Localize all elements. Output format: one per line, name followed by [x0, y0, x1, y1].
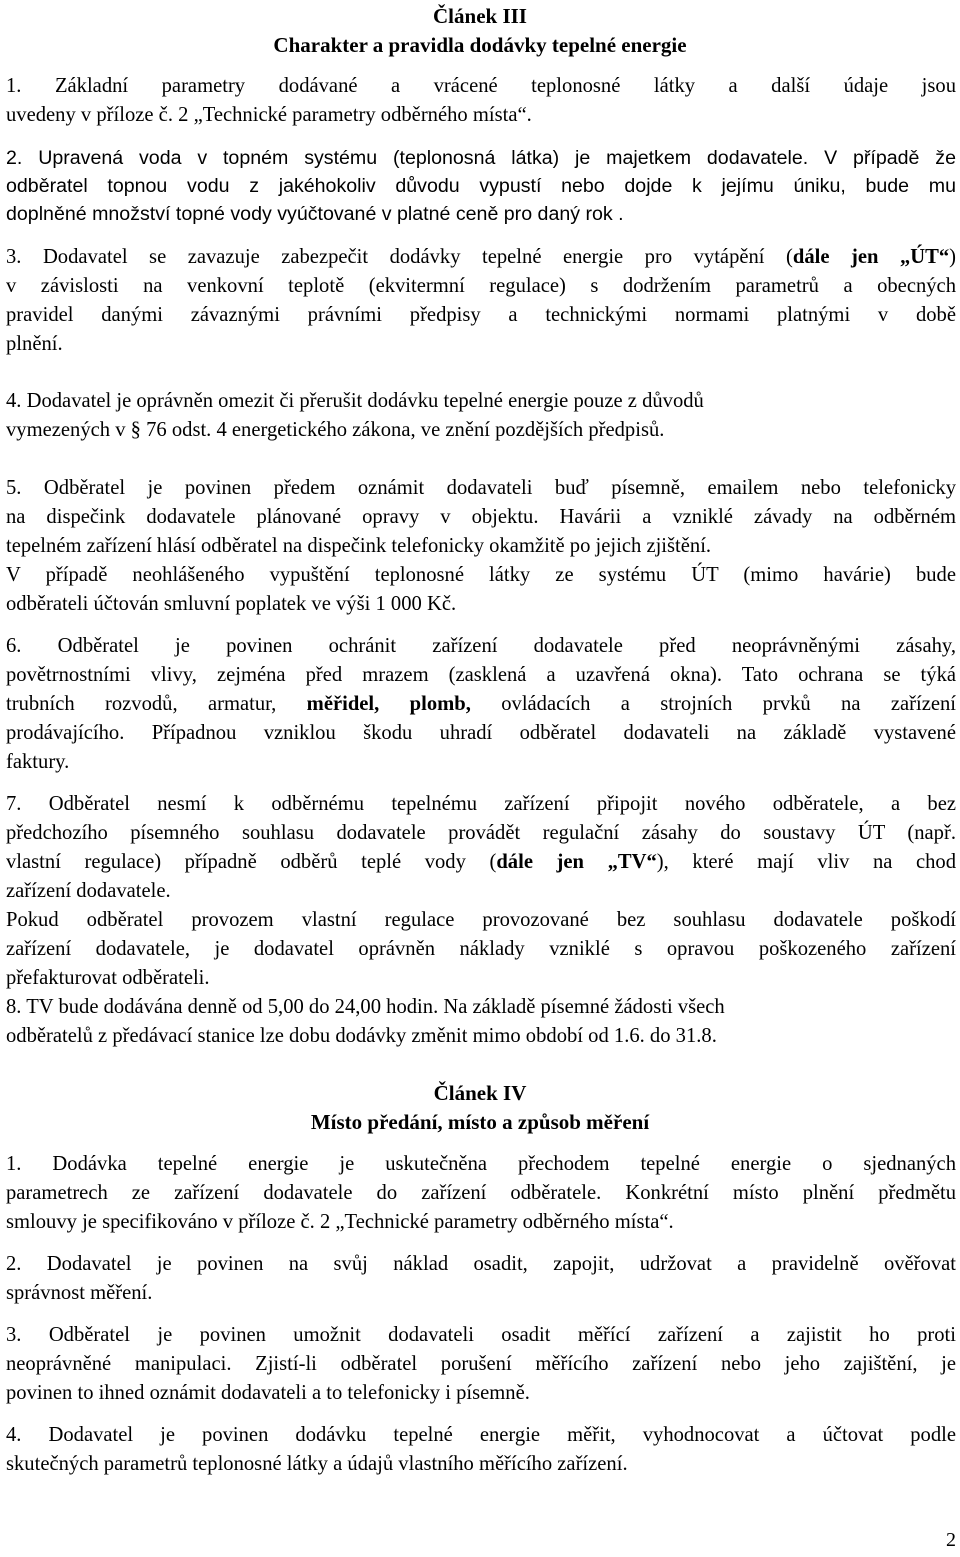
paragraph-3-3-line-2: v závislosti na venkovní teplotě (ekvitermní regulace) s dodržením parametrů a obecných: [6, 275, 956, 297]
paragraph-3-6-line-1: 6. Odběratel je povinen ochránit zařízení dodavatele před neoprávněnými zásahy,: [6, 635, 956, 657]
page-number: 2: [946, 1529, 956, 1551]
paragraph-3-3-line-3: pravidel danými závaznými právními předpisy a technickými normami platnými v době: [6, 304, 956, 326]
paragraph-3-7-line-1: 7. Odběratel nesmí k odběrnému tepelnému zařízení připojit nového odběratele, a bez: [6, 793, 956, 815]
paragraph-3-2-line-1: 2. Upravená voda v topném systému (teplonosná látka) je majetkem dodavatele. V případě že: [6, 147, 956, 169]
paragraph-3-7-line-3: vlastní regulace) případně odběrů teplé vody (dále jen „TV“), které mají vliv na chod: [6, 851, 956, 873]
paragraph-3-4-line-2: vymezených v § 76 odst. 4 energetického zákona, ve znění pozdějších předpisů.: [6, 419, 665, 441]
paragraph-4-1-line-3: smlouvy je specifikováno v příloze č. 2 „Technické parametry odběrného místa“.: [6, 1211, 674, 1233]
paragraph-3-5-line-4: V případě neohlášeného vypuštění teplonosné látky ze systému ÚT (mimo havárie) bude: [6, 564, 956, 586]
paragraph-3-3-line-1: 3. Dodavatel se zavazuje zabezpečit dodávky tepelné energie pro vytápění (dále jen „ÚT“): [6, 246, 956, 268]
paragraph-4-1-line-2: parametrech ze zařízení dodavatele do zařízení odběratele. Konkrétní místo plnění předmětu: [6, 1182, 956, 1204]
paragraph-3-2-line-2: odběratel topnou vodu z jakéhokoliv důvodu vypustí nebo dojde k jejímu úniku, bude mu: [6, 175, 956, 197]
paragraph-3-7-line-4: zařízení dodavatele.: [6, 880, 171, 902]
paragraph-4-3-line-3: povinen to ihned oznámit dodavateli a to telefonicky i písemně.: [6, 1382, 530, 1404]
article-3-heading: Článek III: [433, 4, 527, 28]
paragraph-3-8-line-2: odběratelů z předávací stanice lze dobu dodávky změnit mimo období od 1.6. do 31.8.: [6, 1025, 717, 1047]
paragraph-4-4-line-2: skutečných parametrů teplonosné látky a údajů vlastního měřícího zařízení.: [6, 1453, 628, 1475]
paragraph-4-2-line-2: správnost měření.: [6, 1282, 153, 1304]
paragraph-3-2-line-3: doplněné množství topné vody vyúčtované v platné ceně pro daný rok .: [6, 203, 624, 225]
defined-term-tv: dále jen „TV“: [496, 851, 657, 873]
paragraph-3-3-line-4: plnění.: [6, 333, 63, 355]
paragraph-3-5-line-2: na dispečink dodavatele plánované opravy v objektu. Havárii a vzniklé závady na odběrném: [6, 506, 956, 528]
paragraph-3-8-line-1: 8. TV bude dodávána denně od 5,00 do 24,00 hodin. Na základě písemné žádosti všech: [6, 996, 725, 1018]
paragraph-3-6-line-2: povětrnostními vlivy, zejména před mrazem (zasklená a uzavřená okna). Tato ochrana se týká: [6, 664, 956, 686]
paragraph-3-6-line-5: faktury.: [6, 751, 70, 773]
paragraph-4-2-line-1: 2. Dodavatel je povinen na svůj náklad osadit, zapojit, udržovat a pravidelně ověřovat: [6, 1253, 956, 1275]
paragraph-4-3-line-2: neoprávněné manipulaci. Zjistí-li odběratel porušení měřícího zařízení nebo jeho zajištění, je: [6, 1353, 956, 1375]
paragraph-3-6-line-4: prodávajícího. Případnou vzniklou škodu uhradí odběratel dodavateli na základě vystavené: [6, 722, 956, 744]
paragraph-3-7-line-5: Pokud odběratel provozem vlastní regulace provozované bez souhlasu dodavatele poškodí: [6, 909, 956, 931]
defined-term-ut: dále jen „ÚT“: [792, 246, 950, 268]
paragraph-4-4-line-1: 4. Dodavatel je povinen dodávku tepelné energie měřit, vyhodnocovat a účtovat podle: [6, 1424, 956, 1446]
paragraph-4-1-line-1: 1. Dodávka tepelné energie je uskutečněna přechodem tepelné energie o sjednaných: [6, 1153, 956, 1175]
article-4-title: Místo předání, místo a způsob měření: [310, 1110, 650, 1134]
article-3-title: Charakter a pravidla dodávky tepelné energie: [273, 33, 687, 57]
paragraph-3-4-line-1: 4. Dodavatel je oprávněn omezit či přerušit dodávku tepelné energie pouze z důvodů: [6, 390, 704, 412]
paragraph-3-5-line-1: 5. Odběratel je povinen předem oznámit dodavateli buď písemně, emailem nebo telefonicky: [6, 477, 956, 499]
paragraph-3-5-line-5: odběrateli účtován smluvní poplatek ve výši 1 000 Kč.: [6, 593, 457, 615]
emphasis-meters-seals: měřidel, plomb,: [306, 693, 471, 715]
paragraph-4-3-line-1: 3. Odběratel je povinen umožnit dodavateli osadit měřící zařízení a zajistit ho proti: [6, 1324, 956, 1346]
paragraph-3-7-line-6: zařízení dodavatele, je dodavatel oprávněn náklady vzniklé s opravou poškozeného zařízení: [6, 938, 956, 960]
paragraph-3-5-line-3: tepelném zařízení hlásí odběratel na dispečink telefonicky okamžitě po jejich zjištění.: [6, 535, 712, 557]
paragraph-3-7-line-2: předchozího písemného souhlasu dodavatele provádět regulační zásahy do soustavy ÚT (např.: [6, 822, 956, 844]
article-4-heading: Článek IV: [433, 1081, 527, 1105]
paragraph-3-1-line-2: uvedeny v příloze č. 2 „Technické parametry odběrného místa“.: [6, 104, 532, 126]
paragraph-3-7-line-7: přefakturovat odběrateli.: [6, 967, 210, 989]
paragraph-3-1-line-1: 1. Základní parametry dodávané a vrácené teplonosné látky a další údaje jsou: [6, 75, 956, 97]
paragraph-3-6-line-3: trubních rozvodů, armatur, měřidel, plomb, ovládacích a strojních prvků na zařízení: [6, 693, 956, 715]
